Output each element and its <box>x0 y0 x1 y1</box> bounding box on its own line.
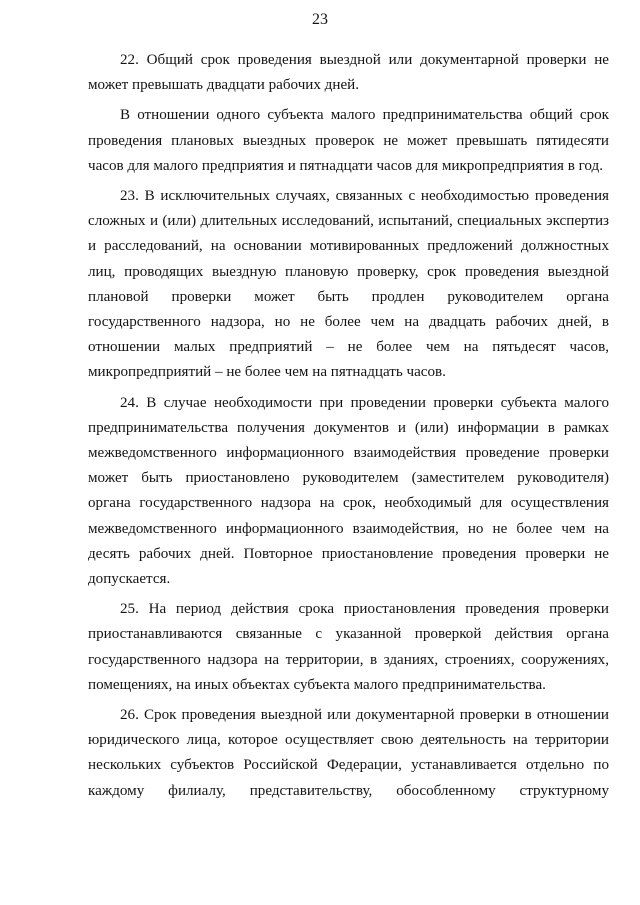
paragraph-22: 22. Общий срок проведения выездной или документарной проверки не может превышать двадцати рабочих дней. <box>88 52 609 94</box>
page-number: 23 <box>312 11 328 28</box>
paragraph-23: 23. В исключительных случаях, связанных с необходимостью проведения сложных и (или) длительных исследований, испытаний, специальных экспертиз и расследований, на основании мотивированных предложений должностных лиц, проводящих выездную плановую проверку, срок проведения выездной плановой проверки может быть продлен руководителем органа государственного надзора, но не более чем на двадцать рабочих дней, в отношении малых предприятий – не более чем на пятьдесят часов, микропредприятий – не более чем на пятнадцать часов. <box>88 188 609 381</box>
paragraph-22-continued: В отношении одного субъекта малого предпринимательства общий срок проведения плановых выездных проверок не может превышать пятидесяти часов для малого предприятия и пятнадцати часов для микропредприятия в год. <box>88 107 609 174</box>
paragraph-26: 26. Срок проведения выездной или документарной проверки в отношении юридического лица, которое осуществляет свою деятельность на территории нескольких субъектов Российской Федерации, устанавливается отдельно по каждому филиалу, представительству, обособленному структурному <box>88 707 609 799</box>
document-body <box>88 48 609 804</box>
paragraph-25: 25. На период действия срока приостановления проведения проверки приостанавливаются связанные с указанной проверкой действия органа государственного надзора на территории, в зданиях, строениях, сооружениях, помещениях, на иных объектах субъекта малого предпринимательства. <box>88 601 609 693</box>
paragraph-24: 24. В случае необходимости при проведении проверки субъекта малого предпринимательства получения документов и (или) информации в рамках межведомственного информационного взаимодействия проведение проверки может быть приостановлено руководителем (заместителем руководителя) органа государственного надзора на срок, необходимый для осуществления межведомственного информационного взаимодействия, но не более чем на десять рабочих дней. Повторное приостановление проведения проверки не допускается. <box>88 394 609 588</box>
